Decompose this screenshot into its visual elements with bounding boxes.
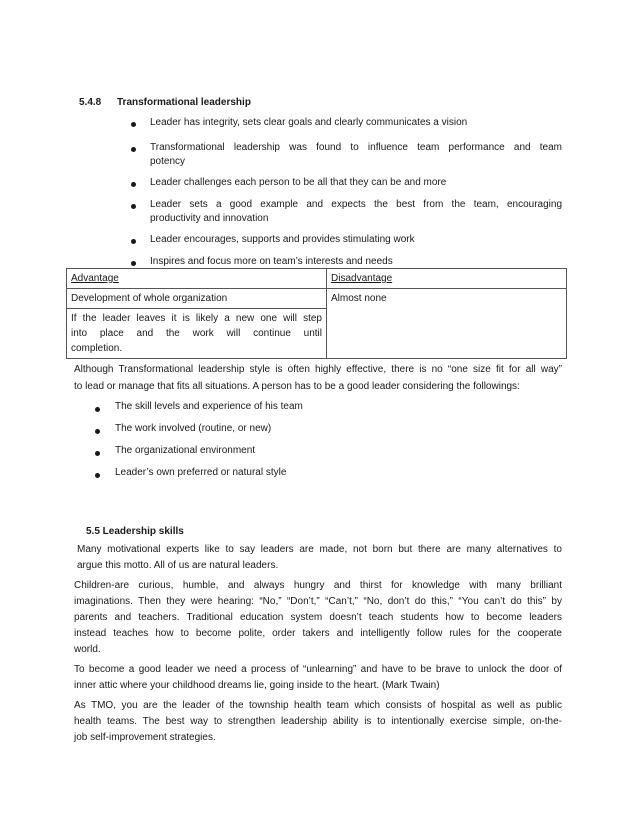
list-item: The skill levels and experience of his team [115, 401, 303, 412]
bullet-dot-icon [95, 470, 100, 481]
bullet-dot-icon [95, 448, 100, 459]
paragraph-line: inner attic where your childhood dreams lie, going inside to the heart. (Mark Twain) [74, 680, 440, 691]
paragraph-line: instead teaches how to become polite, order takers and intelligently follow rules for the cooperate [74, 628, 562, 639]
advantage-header: Advantage [67, 269, 327, 289]
bullet-dot-icon [131, 236, 136, 247]
section-number: 5.4.8 [79, 97, 102, 108]
section-title: 5.5 Leadership skills [86, 526, 184, 537]
paragraph-line: world. [74, 644, 101, 655]
advantage-cell: If the leader leaves it is likely a new one will step into place and the work will continue until completion. [67, 309, 327, 359]
bullet-dot-icon [95, 426, 100, 437]
list-item-continuation: potency [150, 156, 186, 167]
list-item: Leader’s own preferred or natural style [115, 467, 287, 478]
bullet-dot-icon [131, 144, 136, 155]
table-row [67, 289, 567, 309]
list-item: Leader sets a good example and expects the best from the team, encouraging [150, 199, 562, 210]
paragraph-line: Many motivational experts like to say leaders are made, not born but there are many alternatives to [77, 544, 562, 555]
paragraph-line: to lead or manage that fits all situations. A person has to be a good leader considering the followings: [74, 381, 520, 392]
list-item: Leader challenges each person to be all that they can be and more [150, 177, 447, 188]
list-item: The organizational environment [115, 445, 256, 456]
list-item: Leader encourages, supports and provides stimulating work [150, 234, 415, 245]
paragraph-line: health teams. The best way to strengthen leadership ability is to intentionally exercise simple, on-the- [74, 716, 562, 727]
disadvantage-header: Disadvantage [327, 269, 567, 289]
bullet-dot-icon [131, 119, 136, 130]
bullet-dot-icon [131, 201, 136, 212]
advantage-table [66, 268, 567, 359]
table-header-row [67, 269, 567, 289]
paragraph-line: imaginations. Then they were hearing: “No,” “Don’t,” “Can’t,” “No, don’t do this,” “You can’t do this” by [74, 596, 562, 607]
disadvantage-cell: Almost none [327, 289, 567, 359]
paragraph-line: Children-are curious, humble, and always hungry and thirst for knowledge with many brilliant [74, 580, 562, 591]
list-item-continuation: productivity and innovation [150, 213, 269, 224]
bullet-dot-icon [131, 179, 136, 190]
bullet-dot-icon [95, 404, 100, 415]
paragraph-line: Although Transformational leadership style is often highly effective, there is no “one size fit for all way” [74, 364, 562, 375]
paragraph-line: To become a good leader we need a process of “unlearning” and have to be brave to unlock the door of [74, 664, 562, 675]
list-item: Transformational leadership was found to influence team performance and team [150, 142, 562, 153]
advantage-cell: Development of whole organization [67, 289, 327, 309]
paragraph-line: parents and teachers. Traditional education system doesn’t teach students how to become leaders [74, 612, 562, 623]
section-title: Transformational leadership [117, 97, 251, 108]
list-item: The work involved (routine, or new) [115, 423, 272, 434]
list-item: Inspires and focus more on team’s interests and needs [150, 256, 393, 267]
paragraph-line: job self-improvement strategies. [74, 732, 216, 743]
paragraph-line: As TMO, you are the leader of the township health team which consists of hospital as well as public [74, 700, 562, 711]
list-item: Leader has integrity, sets clear goals and clearly communicates a vision [150, 117, 468, 128]
paragraph-line: argue this motto. All of us are natural leaders. [77, 560, 279, 571]
